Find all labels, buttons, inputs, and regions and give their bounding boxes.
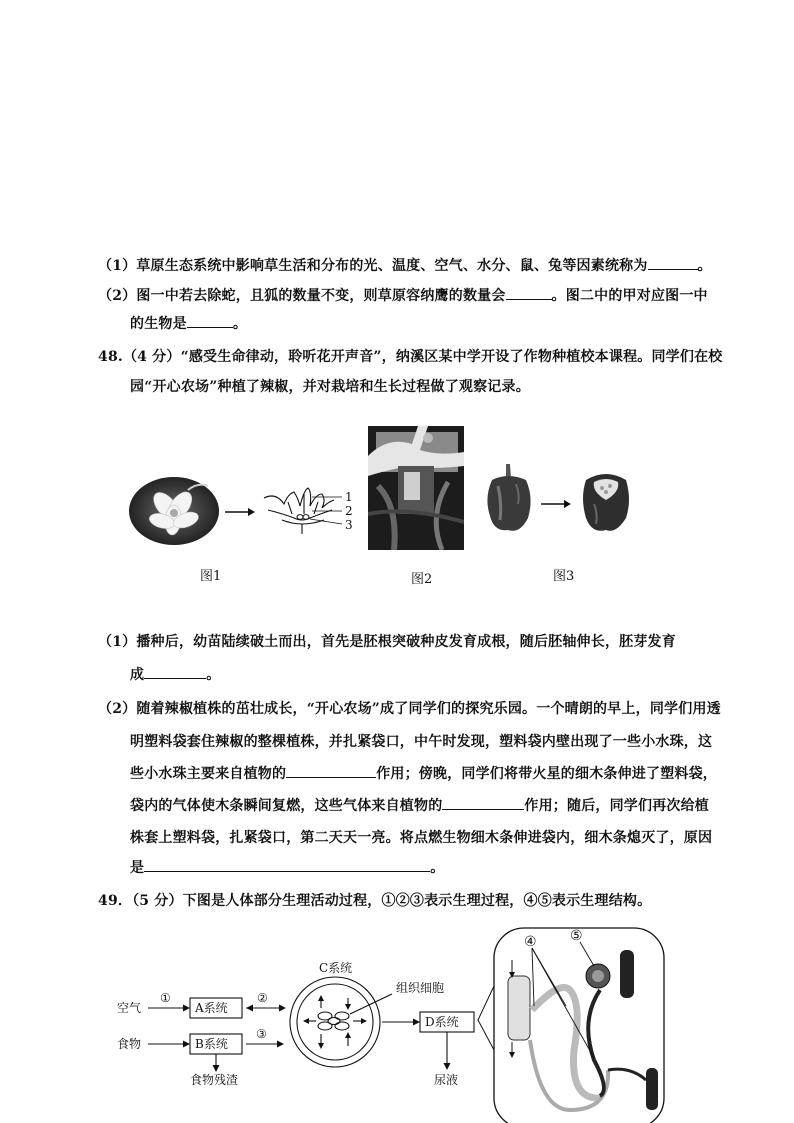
answer-blank[interactable] [144, 857, 430, 872]
answer-blank[interactable] [144, 664, 206, 679]
answer-blank[interactable] [286, 763, 376, 778]
q48-part2-line6: 是 。 [130, 857, 444, 877]
q48-part1-line1: （1）播种后，幼苗陆续破土而出，首先是胚根突破种皮发育成根，随后胚轴伸长，胚芽发育 [98, 634, 676, 650]
flower-label-2: 2 [345, 504, 353, 518]
q47-part2: （2）图一中若去除蛇，且狐的数量不变，则草原容纳鹰的数量会 。图二中的甲对应图一中 [98, 285, 708, 305]
label-food: 食物 [117, 1037, 142, 1051]
nephron-illustration [470, 920, 670, 1123]
process-1: ① [160, 991, 171, 1005]
q48-part2-line1: （2）随着辣椒植株的茁壮成长，“开心农场”成了同学们的探究乐园。一个晴朗的早上，同学们用透 [98, 701, 721, 717]
q49-intro: 49．（5 分）下图是人体部分生理活动过程，①②③表示生理过程，④⑤表示生理结构。 [98, 893, 652, 909]
figure1-caption: 图1 [200, 569, 222, 584]
q47-part1-text: （1）草原生态系统中影响草生活和分布的光、温度、空气、水分、鼠、兔等因素统称为 [98, 258, 648, 274]
q48-part1-line2: 成 。 [130, 664, 220, 684]
process-2: ② [257, 991, 268, 1005]
urine-label: 尿液 [434, 1073, 459, 1087]
q49-physiology-diagram [110, 950, 490, 1090]
answer-blank[interactable] [648, 255, 698, 270]
system-c-label: C系统 [319, 961, 353, 975]
figure2-caption: 图2 [411, 572, 433, 587]
q47-part2-text: （2）图一中若去除蛇，且狐的数量不变，则草原容纳鹰的数量会 [98, 288, 506, 304]
structure-4: ④ [524, 934, 537, 950]
label-air: 空气 [117, 1001, 142, 1015]
process-3: ③ [256, 1027, 267, 1041]
q47-part2-line2: 的生物是 。 [130, 313, 247, 333]
food-residue-label: 食物残渣 [190, 1073, 239, 1087]
q47-part1: （1）草原生态系统中影响草生活和分布的光、温度、空气、水分、鼠、兔等因素统称为 。 [98, 255, 712, 275]
figure1-flower-diagram [258, 484, 360, 536]
figure2-photo [368, 426, 464, 550]
answer-blank[interactable] [187, 313, 233, 328]
q48-part2-line5: 株套上塑料袋，扎紧袋口，第二天天一亮。将点燃生物细木条伸进袋内，细木条熄灭了，原因 [130, 830, 713, 846]
system-b-box: B系统 [195, 1037, 228, 1051]
q48-part2-line2: 明塑料袋套住辣椒的整棵植株，并扎紧袋口，中午时发现，塑料袋内壁出现了一些小水珠，这 [130, 734, 713, 750]
q48-intro-line2: 园“开心农场”种植了辣椒，并对栽培和生长过程做了观察记录。 [130, 379, 530, 395]
flower-label-3: 3 [345, 518, 353, 532]
tissue-cell-label: 组织细胞 [396, 981, 445, 995]
figure1-flower-photo [128, 476, 220, 546]
arrow-right-icon [224, 506, 256, 518]
q48-part2-line4: 袋内的气体使木条瞬间复燃，这些气体来自植物的 作用；随后，同学们再次给植 [130, 795, 709, 815]
figure3-pepper-cut [580, 466, 632, 534]
structure-5: ⑤ [570, 928, 583, 944]
flower-label-1: 1 [345, 490, 353, 504]
arrow-right-icon [540, 498, 572, 510]
system-d-box: D系统 [425, 1015, 459, 1029]
q48-intro-line1: 48.（4 分）“感受生命律动，聆听花开声音”，纳溪区某中学开设了作物种植校本课程。同学们在校 [98, 349, 723, 365]
q48-part2-line3: 些小水珠主要来自植物的 作用；傍晚，同学们将带火星的细木条伸进了塑料袋， [130, 763, 717, 783]
answer-blank[interactable] [506, 285, 552, 300]
system-a-box: A系统 [195, 1001, 228, 1015]
figure3-caption: 图3 [553, 569, 575, 584]
answer-blank[interactable] [442, 795, 524, 810]
figure3-pepper-whole [484, 464, 534, 534]
